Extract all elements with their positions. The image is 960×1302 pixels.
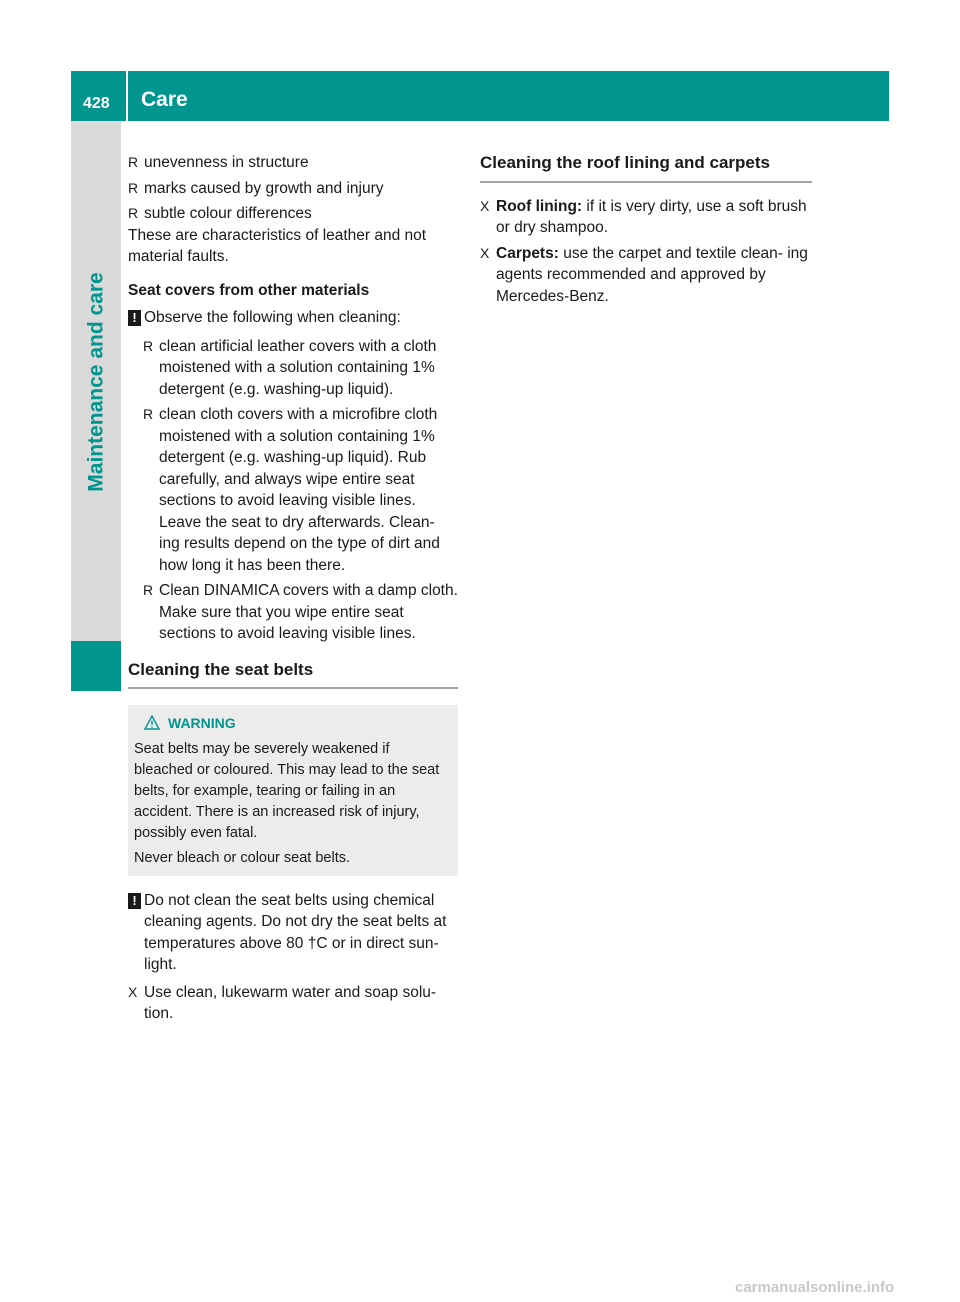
bullet-marker: R: [143, 337, 154, 354]
step-marker: X: [480, 197, 490, 214]
notice: [128, 307, 458, 329]
list-item-text: clean cloth covers with a microfibre cloth moistened with a solution containing 1% detergent (e.g. washing-up liquid). Rub carefully, and always wipe entire seat sections to avoid leaving visible lines. Leave the seat to dry afterwards. Clean- ing results depend on the type of dirt and how long it has been there.: [159, 406, 440, 574]
step-text: Use clean, lukewarm water and soap solu- tion.: [144, 983, 437, 1022]
bullet-marker: R: [128, 205, 139, 221]
step-item: [128, 982, 458, 1025]
list-item: [128, 152, 458, 174]
page-number: 428: [83, 95, 110, 112]
page-header: [71, 71, 889, 121]
bullet-marker: R: [128, 154, 139, 170]
list-item: [128, 178, 458, 200]
notice-text: Observe the following when cleaning:: [144, 309, 401, 326]
left-column: [128, 152, 458, 1025]
section-heading: Cleaning the seat belts: [128, 659, 458, 690]
header-divider: [126, 71, 128, 121]
warning-text: Seat belts may be severely weakened if bleached or coloured. This may lead to the seat belts, for example, tearing or failing in an accident. There is an increased risk of injury, possibly even fatal.: [134, 740, 440, 841]
step-item: [480, 196, 812, 239]
list-item-text: clean artificial leather covers with a cloth moistened with a solution containing 1% detergent (e.g. washing-up liquid).: [159, 337, 437, 398]
list-item: [128, 580, 458, 645]
step-text: use the carpet and textile clean- ing agents recommended and approved by Mercedes-Benz.: [496, 244, 808, 305]
step-label: Roof lining:: [496, 197, 583, 215]
list-item-text: Clean DINAMICA covers with a damp cloth. Make sure that you wipe entire seat sections to avoid leaving visible lines.: [159, 582, 458, 642]
notice-text: Do not clean the seat belts using chemical cleaning agents. Do not dry the seat belts at temperatures above 80 †C or in direct sun- light.: [144, 891, 447, 973]
right-column: [480, 152, 812, 307]
list-item: [128, 404, 458, 576]
section-title: Care: [141, 88, 188, 111]
bullet-marker: R: [143, 582, 154, 598]
notice-icon: !: [128, 893, 141, 909]
paragraph: These are characteristics of leather and not material faults.: [128, 226, 427, 265]
step-marker: X: [128, 983, 138, 1000]
section-heading: Cleaning the roof lining and carpets: [480, 152, 812, 183]
list-item: [128, 336, 458, 401]
notice: [128, 890, 458, 976]
warning-text: Never bleach or colour seat belts.: [134, 849, 350, 866]
step-text: if it is very dirty, use a soft brush or dry shampoo.: [496, 197, 807, 236]
warning-triangle-icon: [144, 715, 160, 730]
watermark: carmanualsonline.info: [735, 1279, 895, 1296]
step-item: [480, 243, 812, 308]
notice-icon: !: [128, 310, 141, 326]
step-label: Carpets:: [496, 244, 559, 262]
step-marker: X: [480, 244, 490, 261]
list-item-text: unevenness in structure: [144, 154, 309, 171]
warning-box: [128, 705, 458, 876]
side-tab-marker: [71, 641, 121, 691]
list-item-text: marks caused by growth and injury: [144, 179, 384, 197]
bullet-marker: R: [143, 406, 154, 422]
side-tab-label: Maintenance and care: [84, 272, 108, 492]
subheading: Seat covers from other materials: [128, 281, 370, 299]
bullet-marker: R: [128, 179, 139, 196]
list-item: [128, 203, 458, 225]
list-item-text: subtle colour differences: [144, 205, 312, 222]
warning-header: [134, 713, 452, 735]
warning-title: WARNING: [168, 715, 236, 731]
